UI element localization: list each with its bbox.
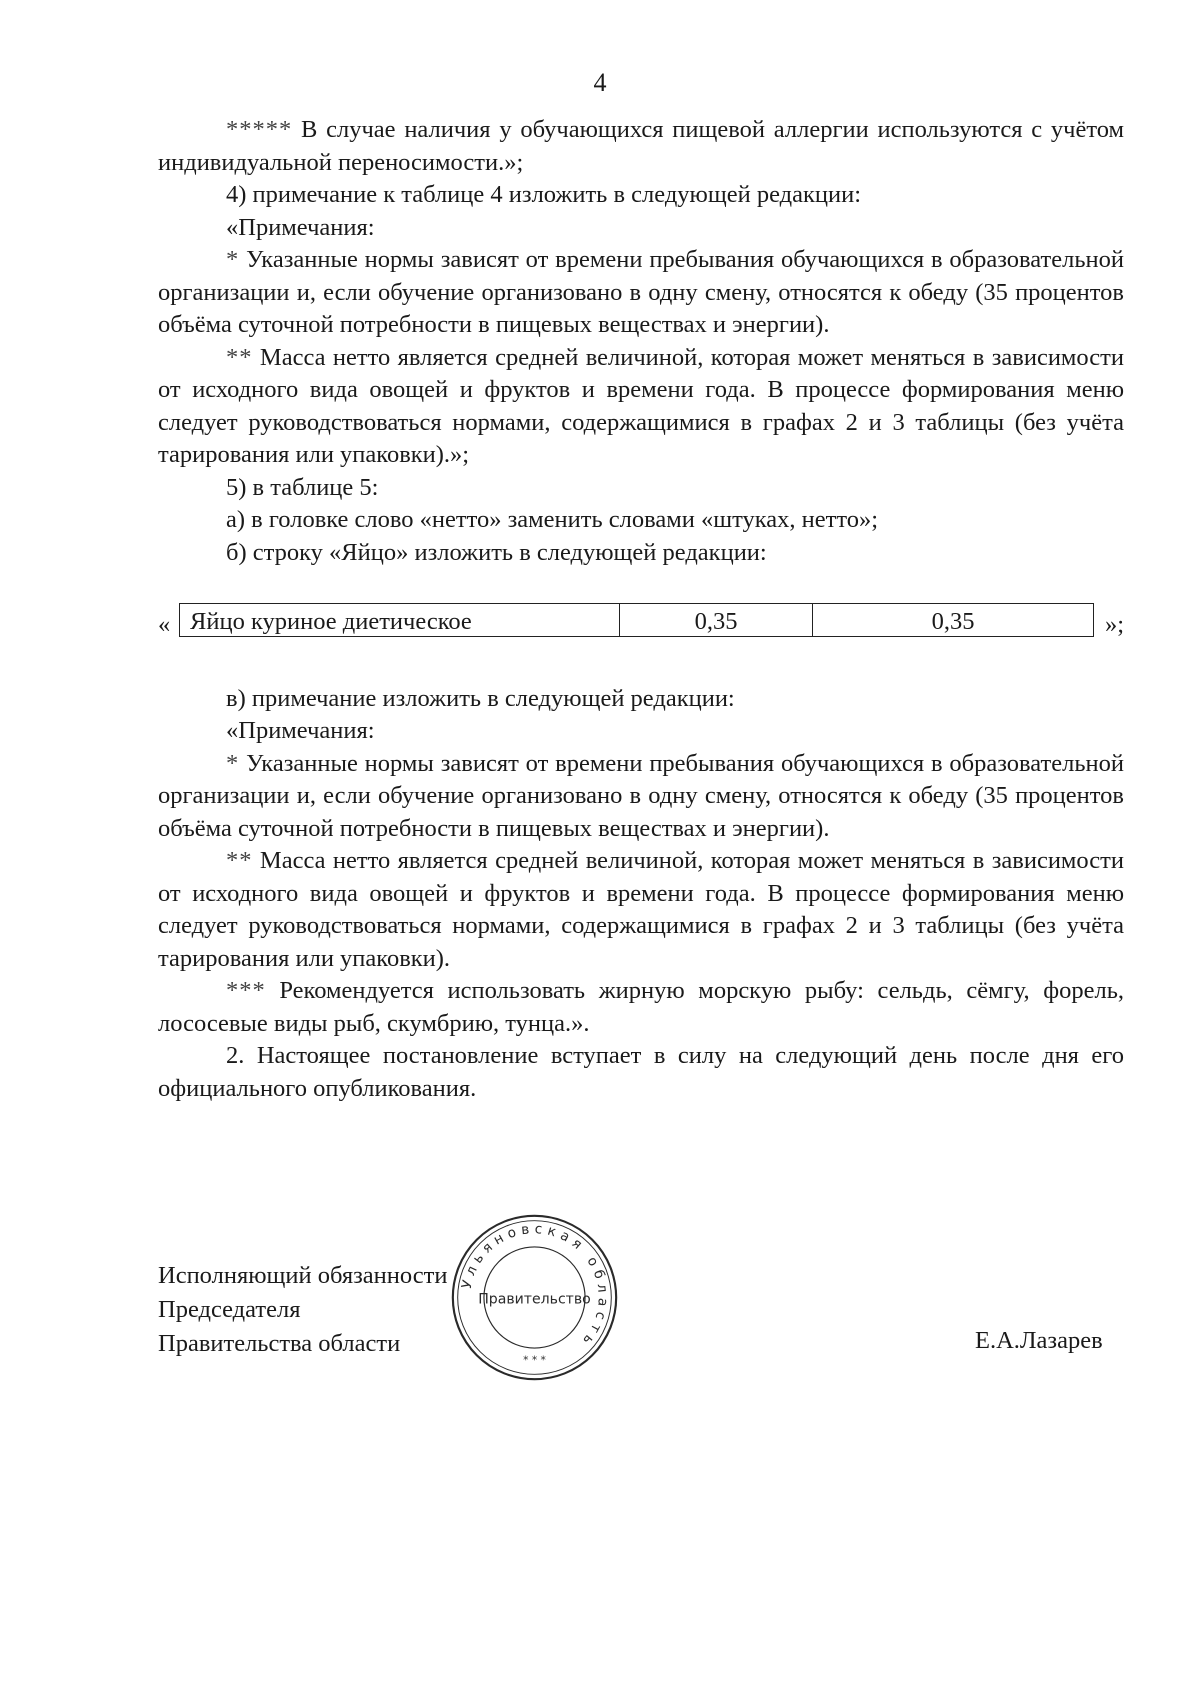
signer-name: Е.А.Лазарев (975, 1327, 1103, 1354)
footnote-allergy: ***** В случае наличия у обучающихся пищевой аллергии используются с учётом индивидуальной переносимости.»; (158, 116, 1124, 176)
item-5a: а) в головке слово «нетто» заменить словами «штуках, нетто»; (226, 506, 879, 533)
seal-center-text: Правительство (478, 1291, 591, 1308)
signer-position-line-2: Председателя (158, 1296, 301, 1323)
document-body (158, 114, 1124, 1105)
svg-text:Ульяновская область (459, 1221, 611, 1352)
note-3-new: *** Рекомендуется использовать жирную морскую рыбу: сельдь, сёмгу, форель, лососевые виды рыб, скумбрию, тунца.». (158, 977, 1124, 1037)
asterisks: ** (226, 343, 253, 371)
egg-table-row (158, 603, 1124, 641)
seal-icon (447, 1210, 622, 1385)
asterisks: * (226, 246, 240, 273)
page-number: 4 (593, 68, 607, 97)
asterisks: * (226, 749, 240, 777)
open-quote: « (158, 610, 171, 638)
svg-text:* * *: * * * (523, 1353, 546, 1367)
note-2: ** Масса нетто является средней величиной, которая может меняться в зависимости от исходного вида овощей и фруктов и времени года. В процессе формирования меню следует руководствоваться нормами, содержащимися в графах 2 и 3 таблицы (без учёта тарирования или упаковки).»; (158, 343, 1124, 468)
item-5v: в) примечание изложить в следующей редакции: (226, 684, 735, 712)
egg-table (179, 603, 1094, 637)
table-cell-value-1: 0,35 (620, 604, 813, 636)
signature-block (158, 1259, 447, 1361)
seal-ring-text: Ульяновская область (458, 1221, 611, 1352)
note-2-new: ** Масса нетто является средней величиной, которая может меняться в зависимости от исходного вида овощей и фруктов и времени года. В процессе формирования меню следует руководствоваться нормами, содержащимися в графах 2 и 3 таблицы (без учёта тарирования или упаковки). (158, 847, 1124, 972)
signer-position-line-1: Исполняющий обязанности (158, 1262, 448, 1289)
close-quote: »; (1104, 610, 1124, 638)
item-4: 4) примечание к таблице 4 изложить в следующей редакции: (226, 181, 862, 208)
table-cell-product: Яйцо куриное диетическое (180, 604, 620, 636)
official-seal (447, 1210, 622, 1385)
clause-2: 2. Настоящее постановление вступает в силу на следующий день после дня его официального опубликования. (158, 1042, 1124, 1102)
notes-heading: «Примечания: (226, 213, 375, 241)
item-5: 5) в таблице 5: (226, 473, 379, 501)
note-1-new: * Указанные нормы зависят от времени пребывания обучающихся в образовательной организации и, если обучение организовано в одну смену, относятся к обеду (35 процентов объёма суточной потребности в пищевых веществах и энергии). (158, 749, 1124, 842)
item-5b: б) строку «Яйцо» изложить в следующей редакции: (226, 538, 767, 566)
asterisks: *** (226, 977, 266, 1004)
table-cell-value-2: 0,35 (931, 607, 975, 635)
asterisks: ** (226, 847, 253, 874)
asterisks: ***** (226, 116, 293, 143)
notes-heading-2: «Примечания: (226, 717, 375, 744)
note-1: * Указанные нормы зависят от времени пребывания обучающихся в образовательной организации и, если обучение организовано в одну смену, относятся к обеду (35 процентов объёма суточной потребности в пищевых веществах и энергии). (158, 246, 1124, 338)
signer-position-line-3: Правительства области (158, 1330, 401, 1357)
